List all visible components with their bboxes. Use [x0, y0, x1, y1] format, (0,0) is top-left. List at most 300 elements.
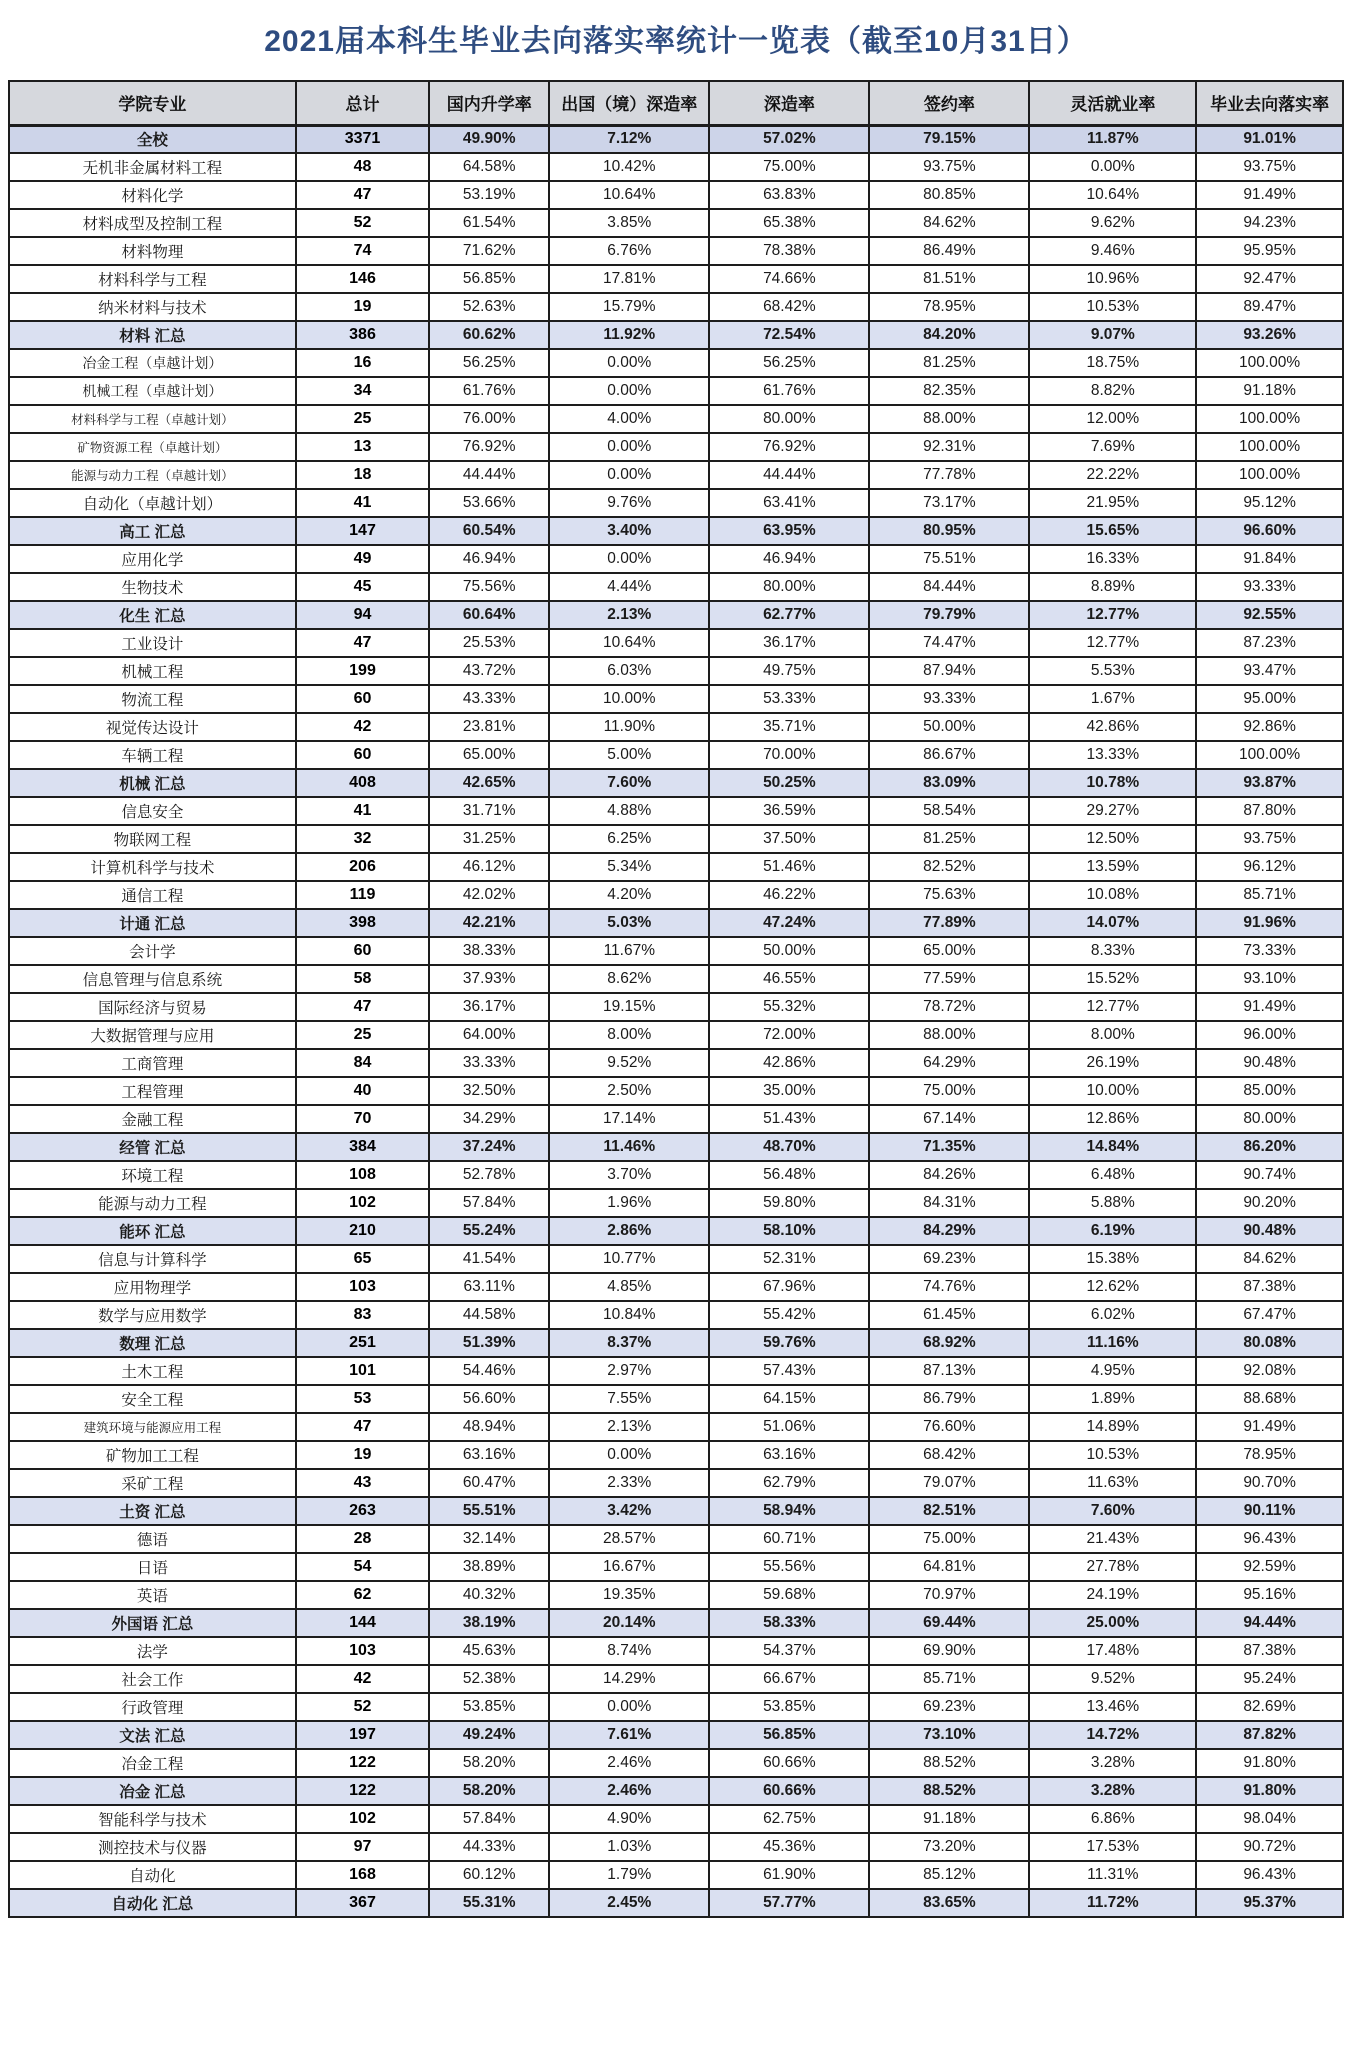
rate-cell: 60.47% — [429, 1469, 549, 1497]
table-row — [9, 545, 1343, 573]
rate-cell: 85.71% — [869, 1665, 1029, 1693]
table-row — [9, 1553, 1343, 1581]
rate-cell: 75.63% — [869, 881, 1029, 909]
rate-cell: 91.49% — [1196, 1413, 1343, 1441]
rate-cell: 91.80% — [1196, 1749, 1343, 1777]
rate-cell: 41.54% — [429, 1245, 549, 1273]
total-cell: 41 — [296, 797, 429, 825]
total-cell: 45 — [296, 573, 429, 601]
rate-cell: 55.51% — [429, 1497, 549, 1525]
rate-cell: 95.16% — [1196, 1581, 1343, 1609]
rate-cell: 24.19% — [1029, 1581, 1196, 1609]
rate-cell: 5.53% — [1029, 657, 1196, 685]
major-cell: 自动化（卓越计划） — [9, 489, 296, 517]
table-row — [9, 965, 1343, 993]
rate-cell: 53.85% — [709, 1693, 869, 1721]
rate-cell: 100.00% — [1196, 741, 1343, 769]
total-cell: 42 — [296, 713, 429, 741]
rate-cell: 26.19% — [1029, 1049, 1196, 1077]
rate-cell: 53.19% — [429, 181, 549, 209]
total-cell: 103 — [296, 1273, 429, 1301]
total-cell: 49 — [296, 545, 429, 573]
rate-cell: 37.50% — [709, 825, 869, 853]
rate-cell: 46.94% — [709, 545, 869, 573]
rate-cell: 11.46% — [549, 1133, 709, 1161]
rate-cell: 84.62% — [1196, 1245, 1343, 1273]
rate-cell: 10.78% — [1029, 769, 1196, 797]
rate-cell: 9.76% — [549, 489, 709, 517]
rate-cell: 0.00% — [549, 433, 709, 461]
total-cell: 367 — [296, 1889, 429, 1917]
rate-cell: 78.38% — [709, 237, 869, 265]
rate-cell: 9.52% — [1029, 1665, 1196, 1693]
rate-cell: 1.79% — [549, 1861, 709, 1889]
column-header: 学院专业 — [9, 81, 296, 125]
rate-cell: 91.01% — [1196, 125, 1343, 153]
rate-cell: 28.57% — [549, 1525, 709, 1553]
rate-cell: 75.00% — [709, 153, 869, 181]
rate-cell: 58.20% — [429, 1749, 549, 1777]
summary-row — [9, 1777, 1343, 1805]
rate-cell: 35.71% — [709, 713, 869, 741]
rate-cell: 91.18% — [1196, 377, 1343, 405]
rate-cell: 63.16% — [709, 1441, 869, 1469]
rate-cell: 69.23% — [869, 1245, 1029, 1273]
rate-cell: 56.85% — [709, 1721, 869, 1749]
rate-cell: 95.95% — [1196, 237, 1343, 265]
page-title: 2021届本科生毕业去向落实率统计一览表（截至10月31日） — [264, 25, 1088, 58]
rate-cell: 10.96% — [1029, 265, 1196, 293]
rate-cell: 17.48% — [1029, 1637, 1196, 1665]
table-row — [9, 1413, 1343, 1441]
rate-cell: 40.32% — [429, 1581, 549, 1609]
total-cell: 52 — [296, 1693, 429, 1721]
total-cell: 13 — [296, 433, 429, 461]
table-header-row — [9, 81, 1343, 125]
table-row — [9, 1385, 1343, 1413]
total-cell: 384 — [296, 1133, 429, 1161]
major-cell: 冶金 汇总 — [9, 1777, 296, 1805]
table-row — [9, 937, 1343, 965]
rate-cell: 17.14% — [549, 1105, 709, 1133]
rate-cell: 32.14% — [429, 1525, 549, 1553]
total-cell: 65 — [296, 1245, 429, 1273]
rate-cell: 69.90% — [869, 1637, 1029, 1665]
rate-cell: 3.28% — [1029, 1749, 1196, 1777]
rate-cell: 95.00% — [1196, 685, 1343, 713]
rate-cell: 91.18% — [869, 1805, 1029, 1833]
total-cell: 16 — [296, 349, 429, 377]
table-row — [9, 1301, 1343, 1329]
rate-cell: 75.00% — [869, 1525, 1029, 1553]
total-cell: 144 — [296, 1609, 429, 1637]
rate-cell: 9.62% — [1029, 209, 1196, 237]
rate-cell: 87.38% — [1196, 1273, 1343, 1301]
rate-cell: 63.41% — [709, 489, 869, 517]
major-cell: 能源与动力工程（卓越计划） — [9, 461, 296, 489]
major-cell: 矿物加工工程 — [9, 1441, 296, 1469]
rate-cell: 15.52% — [1029, 965, 1196, 993]
major-cell: 金融工程 — [9, 1105, 296, 1133]
rate-cell: 86.79% — [869, 1385, 1029, 1413]
rate-cell: 46.22% — [709, 881, 869, 909]
rate-cell: 91.49% — [1196, 181, 1343, 209]
rate-cell: 51.43% — [709, 1105, 869, 1133]
rate-cell: 65.00% — [429, 741, 549, 769]
rate-cell: 60.71% — [709, 1525, 869, 1553]
major-cell: 高工 汇总 — [9, 517, 296, 545]
rate-cell: 87.80% — [1196, 797, 1343, 825]
rate-cell: 11.31% — [1029, 1861, 1196, 1889]
major-cell: 行政管理 — [9, 1693, 296, 1721]
rate-cell: 93.47% — [1196, 657, 1343, 685]
rate-cell: 4.90% — [549, 1805, 709, 1833]
rate-cell: 62.77% — [709, 601, 869, 629]
summary-row — [9, 1609, 1343, 1637]
rate-cell: 17.81% — [549, 265, 709, 293]
rate-cell: 53.85% — [429, 1693, 549, 1721]
rate-cell: 2.50% — [549, 1077, 709, 1105]
rate-cell: 96.43% — [1196, 1861, 1343, 1889]
rate-cell: 42.86% — [1029, 713, 1196, 741]
rate-cell: 50.00% — [709, 937, 869, 965]
rate-cell: 100.00% — [1196, 349, 1343, 377]
column-header: 深造率 — [709, 81, 869, 125]
rate-cell: 82.51% — [869, 1497, 1029, 1525]
rate-cell: 74.66% — [709, 265, 869, 293]
table-row — [9, 1357, 1343, 1385]
table-row — [9, 293, 1343, 321]
rate-cell: 94.44% — [1196, 1609, 1343, 1637]
table-row — [9, 1245, 1343, 1273]
rate-cell: 33.33% — [429, 1049, 549, 1077]
rate-cell: 86.49% — [869, 237, 1029, 265]
rate-cell: 11.63% — [1029, 1469, 1196, 1497]
rate-cell: 55.42% — [709, 1301, 869, 1329]
total-cell: 60 — [296, 937, 429, 965]
rate-cell: 86.20% — [1196, 1133, 1343, 1161]
total-cell: 47 — [296, 629, 429, 657]
rate-cell: 10.53% — [1029, 293, 1196, 321]
rate-cell: 68.42% — [709, 293, 869, 321]
rate-cell: 0.00% — [549, 377, 709, 405]
rate-cell: 72.00% — [709, 1021, 869, 1049]
rate-cell: 49.90% — [429, 125, 549, 153]
rate-cell: 29.27% — [1029, 797, 1196, 825]
rate-cell: 54.37% — [709, 1637, 869, 1665]
table-row — [9, 1189, 1343, 1217]
rate-cell: 62.75% — [709, 1805, 869, 1833]
rate-cell: 0.00% — [549, 349, 709, 377]
major-cell: 生物技术 — [9, 573, 296, 601]
major-cell: 物流工程 — [9, 685, 296, 713]
rate-cell: 67.14% — [869, 1105, 1029, 1133]
rate-cell: 44.44% — [429, 461, 549, 489]
rate-cell: 65.38% — [709, 209, 869, 237]
rate-cell: 43.33% — [429, 685, 549, 713]
rate-cell: 52.31% — [709, 1245, 869, 1273]
rate-cell: 91.84% — [1196, 545, 1343, 573]
rate-cell: 73.10% — [869, 1721, 1029, 1749]
table-row — [9, 1105, 1343, 1133]
table-row — [9, 237, 1343, 265]
column-header: 毕业去向落实率 — [1196, 81, 1343, 125]
rate-cell: 98.04% — [1196, 1805, 1343, 1833]
rate-cell: 95.12% — [1196, 489, 1343, 517]
rate-cell: 73.17% — [869, 489, 1029, 517]
summary-row — [9, 517, 1343, 545]
total-cell: 54 — [296, 1553, 429, 1581]
summary-row — [9, 909, 1343, 937]
rate-cell: 90.72% — [1196, 1833, 1343, 1861]
summary-row — [9, 321, 1343, 349]
rate-cell: 48.70% — [709, 1133, 869, 1161]
rate-cell: 19.35% — [549, 1581, 709, 1609]
rate-cell: 82.35% — [869, 377, 1029, 405]
rate-cell: 0.00% — [549, 461, 709, 489]
total-cell: 210 — [296, 1217, 429, 1245]
rate-cell: 2.46% — [549, 1749, 709, 1777]
major-cell: 能环 汇总 — [9, 1217, 296, 1245]
rate-cell: 79.15% — [869, 125, 1029, 153]
rate-cell: 58.10% — [709, 1217, 869, 1245]
major-cell: 自动化 汇总 — [9, 1889, 296, 1917]
rate-cell: 42.21% — [429, 909, 549, 937]
major-cell: 数理 汇总 — [9, 1329, 296, 1357]
total-cell: 102 — [296, 1189, 429, 1217]
total-cell: 84 — [296, 1049, 429, 1077]
total-cell: 263 — [296, 1497, 429, 1525]
rate-cell: 90.11% — [1196, 1497, 1343, 1525]
rate-cell: 84.26% — [869, 1161, 1029, 1189]
table-row — [9, 1665, 1343, 1693]
table-row — [9, 1049, 1343, 1077]
rate-cell: 84.31% — [869, 1189, 1029, 1217]
rate-cell: 63.95% — [709, 517, 869, 545]
rate-cell: 69.44% — [869, 1609, 1029, 1637]
major-cell: 信息管理与信息系统 — [9, 965, 296, 993]
rate-cell: 82.69% — [1196, 1693, 1343, 1721]
rate-cell: 21.43% — [1029, 1525, 1196, 1553]
rate-cell: 48.94% — [429, 1413, 549, 1441]
rate-cell: 92.86% — [1196, 713, 1343, 741]
rate-cell: 84.29% — [869, 1217, 1029, 1245]
rate-cell: 8.33% — [1029, 937, 1196, 965]
rate-cell: 76.92% — [429, 433, 549, 461]
table-row — [9, 573, 1343, 601]
rate-cell: 5.34% — [549, 853, 709, 881]
rate-cell: 2.86% — [549, 1217, 709, 1245]
total-cell: 94 — [296, 601, 429, 629]
rate-cell: 1.96% — [549, 1189, 709, 1217]
rate-cell: 58.94% — [709, 1497, 869, 1525]
rate-cell: 5.03% — [549, 909, 709, 937]
rate-cell: 8.74% — [549, 1637, 709, 1665]
rate-cell: 50.25% — [709, 769, 869, 797]
rate-cell: 67.96% — [709, 1273, 869, 1301]
total-cell: 19 — [296, 1441, 429, 1469]
column-header: 灵活就业率 — [1029, 81, 1196, 125]
rate-cell: 92.31% — [869, 433, 1029, 461]
summary-row — [9, 1889, 1343, 1917]
rate-cell: 87.38% — [1196, 1637, 1343, 1665]
total-cell: 74 — [296, 237, 429, 265]
major-cell: 机械 汇总 — [9, 769, 296, 797]
rate-cell: 45.36% — [709, 1833, 869, 1861]
rate-cell: 8.62% — [549, 965, 709, 993]
rate-cell: 27.78% — [1029, 1553, 1196, 1581]
rate-cell: 93.33% — [869, 685, 1029, 713]
rate-cell: 74.76% — [869, 1273, 1029, 1301]
rate-cell: 81.51% — [869, 265, 1029, 293]
major-cell: 工商管理 — [9, 1049, 296, 1077]
rate-cell: 0.00% — [549, 1441, 709, 1469]
rate-cell: 63.83% — [709, 181, 869, 209]
table-row — [9, 405, 1343, 433]
total-cell: 398 — [296, 909, 429, 937]
table-row — [9, 993, 1343, 1021]
rate-cell: 60.64% — [429, 601, 549, 629]
rate-cell: 11.92% — [549, 321, 709, 349]
rate-cell: 6.19% — [1029, 1217, 1196, 1245]
rate-cell: 3.42% — [549, 1497, 709, 1525]
summary-row — [9, 1329, 1343, 1357]
total-cell: 103 — [296, 1637, 429, 1665]
rate-cell: 96.12% — [1196, 853, 1343, 881]
rate-cell: 1.89% — [1029, 1385, 1196, 1413]
rate-cell: 6.48% — [1029, 1161, 1196, 1189]
rate-cell: 42.02% — [429, 881, 549, 909]
rate-cell: 9.07% — [1029, 321, 1196, 349]
rate-cell: 100.00% — [1196, 405, 1343, 433]
major-cell: 土木工程 — [9, 1357, 296, 1385]
rate-cell: 3.85% — [549, 209, 709, 237]
rate-cell: 85.12% — [869, 1861, 1029, 1889]
rate-cell: 61.45% — [869, 1301, 1029, 1329]
rate-cell: 68.92% — [869, 1329, 1029, 1357]
total-cell: 25 — [296, 1021, 429, 1049]
rate-cell: 93.33% — [1196, 573, 1343, 601]
rate-cell: 4.85% — [549, 1273, 709, 1301]
rate-cell: 70.00% — [709, 741, 869, 769]
rate-cell: 85.71% — [1196, 881, 1343, 909]
total-cell: 58 — [296, 965, 429, 993]
total-cell: 28 — [296, 1525, 429, 1553]
major-cell: 材料 汇总 — [9, 321, 296, 349]
rate-cell: 80.08% — [1196, 1329, 1343, 1357]
rate-cell: 87.23% — [1196, 629, 1343, 657]
table-row — [9, 881, 1343, 909]
summary-row — [9, 1721, 1343, 1749]
rate-cell: 4.44% — [549, 573, 709, 601]
rate-cell: 12.50% — [1029, 825, 1196, 853]
major-cell: 建筑环境与能源应用工程 — [9, 1413, 296, 1441]
rate-cell: 68.42% — [869, 1441, 1029, 1469]
rate-cell: 10.00% — [549, 685, 709, 713]
rate-cell: 60.54% — [429, 517, 549, 545]
rate-cell: 11.72% — [1029, 1889, 1196, 1917]
table-row — [9, 1749, 1343, 1777]
rate-cell: 79.79% — [869, 601, 1029, 629]
rate-cell: 49.24% — [429, 1721, 549, 1749]
total-cell: 102 — [296, 1805, 429, 1833]
rate-cell: 83.65% — [869, 1889, 1029, 1917]
summary-row — [9, 1133, 1343, 1161]
rate-cell: 77.59% — [869, 965, 1029, 993]
rate-cell: 44.44% — [709, 461, 869, 489]
major-cell: 能源与动力工程 — [9, 1189, 296, 1217]
total-cell: 48 — [296, 153, 429, 181]
rate-cell: 13.33% — [1029, 741, 1196, 769]
rate-cell: 58.20% — [429, 1777, 549, 1805]
total-cell: 52 — [296, 209, 429, 237]
major-cell: 信息与计算科学 — [9, 1245, 296, 1273]
major-cell: 材料成型及控制工程 — [9, 209, 296, 237]
rate-cell: 56.85% — [429, 265, 549, 293]
rate-cell: 2.46% — [549, 1777, 709, 1805]
rate-cell: 95.24% — [1196, 1665, 1343, 1693]
total-cell: 32 — [296, 825, 429, 853]
rate-cell: 52.63% — [429, 293, 549, 321]
rate-cell: 8.37% — [549, 1329, 709, 1357]
rate-cell: 59.68% — [709, 1581, 869, 1609]
rate-cell: 38.89% — [429, 1553, 549, 1581]
rate-cell: 51.39% — [429, 1329, 549, 1357]
major-cell: 国际经济与贸易 — [9, 993, 296, 1021]
rate-cell: 80.85% — [869, 181, 1029, 209]
major-cell: 数学与应用数学 — [9, 1301, 296, 1329]
rate-cell: 1.03% — [549, 1833, 709, 1861]
rate-cell: 23.81% — [429, 713, 549, 741]
rate-cell: 80.00% — [709, 573, 869, 601]
rate-cell: 3.70% — [549, 1161, 709, 1189]
rate-cell: 37.93% — [429, 965, 549, 993]
table-row — [9, 657, 1343, 685]
rate-cell: 12.00% — [1029, 405, 1196, 433]
table-row — [9, 685, 1343, 713]
rate-cell: 93.75% — [869, 153, 1029, 181]
total-cell: 43 — [296, 1469, 429, 1497]
rate-cell: 31.25% — [429, 825, 549, 853]
rate-cell: 55.56% — [709, 1553, 869, 1581]
rate-cell: 10.84% — [549, 1301, 709, 1329]
rate-cell: 87.82% — [1196, 1721, 1343, 1749]
major-cell: 无机非金属材料工程 — [9, 153, 296, 181]
rate-cell: 80.00% — [709, 405, 869, 433]
rate-cell: 88.68% — [1196, 1385, 1343, 1413]
major-cell: 纳米材料与技术 — [9, 293, 296, 321]
rate-cell: 49.75% — [709, 657, 869, 685]
major-cell: 法学 — [9, 1637, 296, 1665]
major-cell: 冶金工程（卓越计划） — [9, 349, 296, 377]
rate-cell: 7.55% — [549, 1385, 709, 1413]
rate-cell: 11.67% — [549, 937, 709, 965]
rate-cell: 55.31% — [429, 1889, 549, 1917]
rate-cell: 72.54% — [709, 321, 869, 349]
rate-cell: 93.26% — [1196, 321, 1343, 349]
rate-cell: 58.33% — [709, 1609, 869, 1637]
major-cell: 视觉传达设计 — [9, 713, 296, 741]
rate-cell: 4.00% — [549, 405, 709, 433]
rate-cell: 46.55% — [709, 965, 869, 993]
table-row — [9, 1833, 1343, 1861]
total-cell: 34 — [296, 377, 429, 405]
rate-cell: 9.46% — [1029, 237, 1196, 265]
major-cell: 计算机科学与技术 — [9, 853, 296, 881]
rate-cell: 75.56% — [429, 573, 549, 601]
rate-cell: 56.48% — [709, 1161, 869, 1189]
rate-cell: 96.60% — [1196, 517, 1343, 545]
